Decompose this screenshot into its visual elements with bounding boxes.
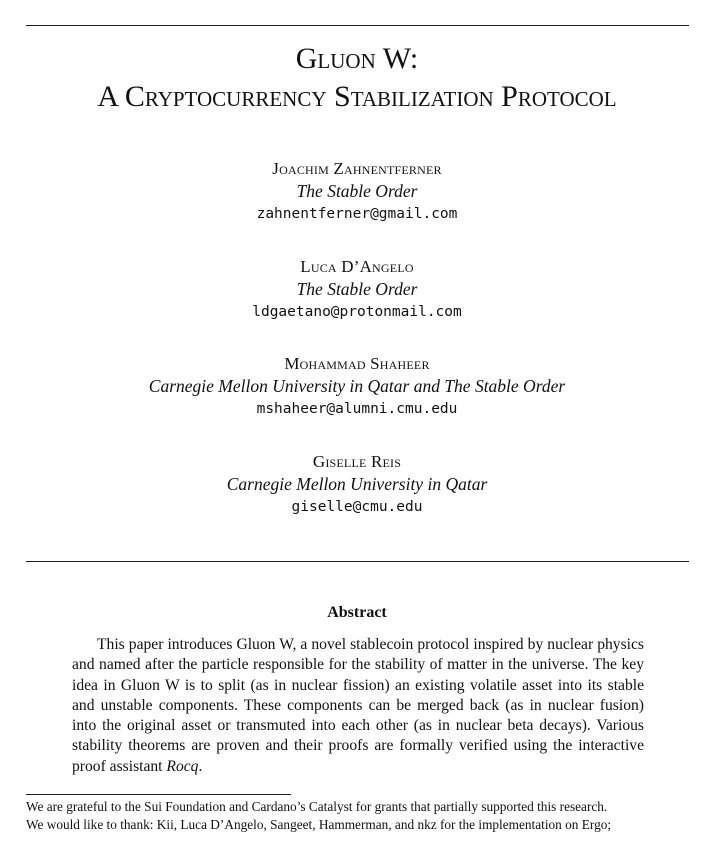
abstract-heading: Abstract [327, 604, 387, 621]
title-line-2: A Cryptocurrency Stabilization Protocol [97, 80, 617, 113]
author-name: Mohammad Shaheer [284, 354, 430, 373]
abstract-text-main: This paper introduces Gluon W, a novel stablecoin protocol inspired by nuclear physics and named after the particle responsible for the stability of matter in the universe. The key idea in Gluon W is to split (as in nuclear fission) an existing volatile asset into its stable and unstable components. These components can be merged back (as in nuclear fusion) into the original asset or transmuted into each other (as in nuclear beta decays). Various stability theorems are proven and their proofs are formally verified using the interactive proof assistant [72, 636, 644, 775]
author-block [0, 353, 702, 421]
author-email: giselle@cmu.edu [291, 499, 423, 515]
author-email: ldgaetano@protonmail.com [252, 304, 462, 320]
author-name: Luca D’Angelo [300, 257, 414, 276]
author-name: Giselle Reis [312, 452, 402, 471]
title-line-1: Gluon W: [295, 42, 419, 75]
author-affiliation: The Stable Order [296, 279, 418, 299]
author-block [0, 451, 702, 519]
footnote-rule [26, 794, 291, 795]
author-name: Joachim Zahnentferner [272, 159, 442, 178]
footnote-line: We are grateful to the Sui Foundation and Cardano’s Catalyst for grants that partially supported this research. [26, 799, 608, 814]
abstract-text-end: . [198, 757, 203, 775]
author-affiliation: Carnegie Mellon University in Qatar and The Stable Order [148, 376, 566, 396]
author-email: zahnentferner@gmail.com [256, 206, 458, 222]
footnote-line: We would like to thank: Kii, Luca D’Angelo, Sangeet, Hammerman, and nkz for the implementation on Ergo; [26, 817, 612, 832]
author-email: mshaheer@alumni.cmu.edu [256, 401, 458, 417]
author-affiliation: The Stable Order [296, 181, 418, 201]
author-affiliation: Carnegie Mellon University in Qatar [226, 474, 488, 494]
section-rule [26, 561, 689, 562]
author-block [0, 158, 702, 226]
paper-title [0, 40, 702, 116]
author-block [0, 256, 702, 324]
footnote [26, 798, 691, 834]
top-rule [26, 25, 689, 26]
abstract-text-emphasis: Rocq [166, 757, 199, 775]
abstract-text [72, 635, 644, 777]
